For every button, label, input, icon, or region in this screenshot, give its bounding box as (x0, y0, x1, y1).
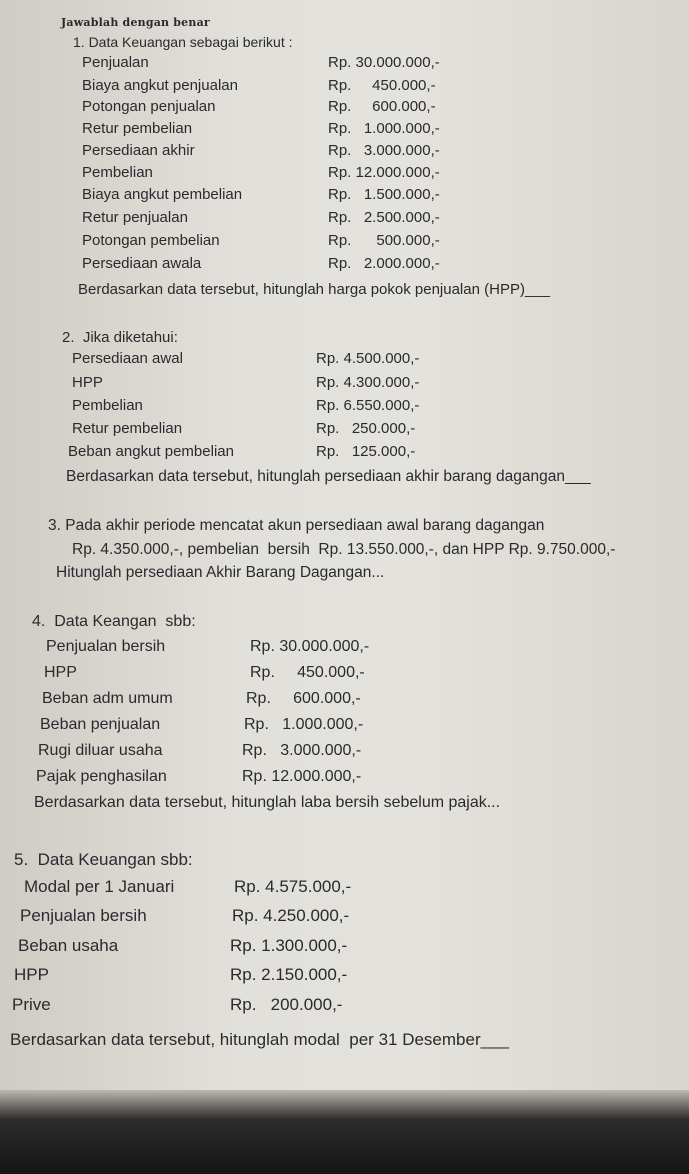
q1-label: Penjualan (82, 54, 149, 71)
q5-value: Rp. 2.150.000,- (230, 965, 348, 984)
q4-value: Rp. 600.000,- (246, 690, 361, 707)
q2-label: Pembelian (72, 397, 143, 414)
q5-value: Rp. 4.575.000,- (234, 877, 352, 896)
q2-label: HPP (72, 374, 103, 391)
q5-label: Prive (12, 995, 51, 1014)
q1-heading: 1. Data Keuangan sebagai berikut : (73, 34, 293, 50)
q1-value: Rp. 12.000.000,- (328, 164, 440, 181)
q1-value: Rp. 1.000.000,- (328, 120, 440, 137)
q1-value: Rp. 600.000,- (328, 98, 436, 115)
q2-value: Rp. 4.300.000,- (316, 374, 420, 391)
q1-value: Rp. 500.000,- (328, 232, 440, 249)
q2-heading: 2. Jika diketahui: (62, 329, 178, 346)
q2-value: Rp. 250.000,- (316, 420, 416, 437)
q1-value: Rp. 2.500.000,- (328, 209, 440, 226)
q5-value: Rp. 200.000,- (230, 995, 343, 1014)
q2-label: Retur pembelian (72, 420, 183, 437)
q1-value: Rp. 1.500.000,- (328, 186, 440, 203)
q1-value: Rp. 2.000.000,- (328, 255, 440, 272)
q4-value: Rp. 450.000,- (250, 664, 365, 681)
q1-question: Berdasarkan data tersebut, hitunglah harga pokok penjualan (HPP)___ (78, 281, 550, 298)
q4-label: Rugi diluar usaha (38, 742, 163, 759)
q2-value: Rp. 6.550.000,- (316, 397, 420, 414)
q3-line-3: Hitunglah persediaan Akhir Barang Dagangan... (56, 564, 385, 581)
q5-label: Beban usaha (18, 936, 119, 955)
q2-question: Berdasarkan data tersebut, hitunglah persediaan akhir barang dagangan___ (66, 468, 591, 485)
q5-value: Rp. 1.300.000,- (230, 936, 348, 955)
q1-value: Rp. 30.000.000,- (328, 54, 440, 71)
q4-value: Rp. 12.000.000,- (242, 768, 362, 785)
q2-label: Persediaan awal (72, 350, 183, 367)
q1-label: Biaya angkut penjualan (82, 77, 238, 94)
q1-label: Pembelian (82, 164, 153, 181)
q4-question: Berdasarkan data tersebut, hitunglah laba bersih sebelum pajak... (34, 794, 501, 811)
q2-value: Rp. 125.000,- (316, 443, 416, 460)
q5-heading: 5. Data Keuangan sbb: (14, 850, 193, 869)
q5-label: Penjualan bersih (20, 906, 147, 925)
q5-value: Rp. 4.250.000,- (232, 906, 350, 925)
q4-label: Penjualan bersih (46, 638, 166, 655)
q1-label: Potongan pembelian (82, 232, 220, 249)
q1-label: Persediaan akhir (82, 142, 195, 159)
q2-label: Beban angkut pembelian (68, 443, 234, 460)
q5-label: HPP (14, 965, 49, 984)
q5-label: Modal per 1 Januari (24, 877, 175, 896)
q1-label: Retur penjualan (82, 209, 188, 226)
q1-value: Rp. 450.000,- (328, 77, 436, 94)
q5-question: Berdasarkan data tersebut, hitunglah modal per 31 Desember___ (10, 1030, 509, 1049)
q3-line-1: 3. Pada akhir periode mencatat akun persediaan awal barang dagangan (48, 517, 545, 534)
q1-label: Potongan penjualan (82, 98, 216, 115)
q4-heading: 4. Data Keangan sbb: (32, 613, 196, 630)
q1-label: Biaya angkut pembelian (82, 186, 243, 203)
q4-label: Beban penjualan (40, 716, 161, 733)
q4-label: Beban adm umum (42, 690, 173, 707)
q3-line-2: Rp. 4.350.000,-, pembelian bersih Rp. 13.550.000,-, dan HPP Rp. 9.750.000,- (72, 541, 616, 558)
page-shadow (0, 1090, 689, 1174)
q1-value: Rp. 3.000.000,- (328, 142, 440, 159)
worksheet-title: Jawablah dengan benar (61, 16, 210, 29)
q2-value: Rp. 4.500.000,- (316, 350, 420, 367)
q4-value: Rp. 3.000.000,- (242, 742, 362, 759)
q4-label: HPP (44, 664, 77, 681)
q1-label: Persediaan awala (82, 255, 202, 272)
q4-value: Rp. 30.000.000,- (250, 638, 370, 655)
q4-value: Rp. 1.000.000,- (244, 716, 364, 733)
q1-label: Retur pembelian (82, 120, 193, 137)
q4-label: Pajak penghasilan (36, 768, 167, 785)
